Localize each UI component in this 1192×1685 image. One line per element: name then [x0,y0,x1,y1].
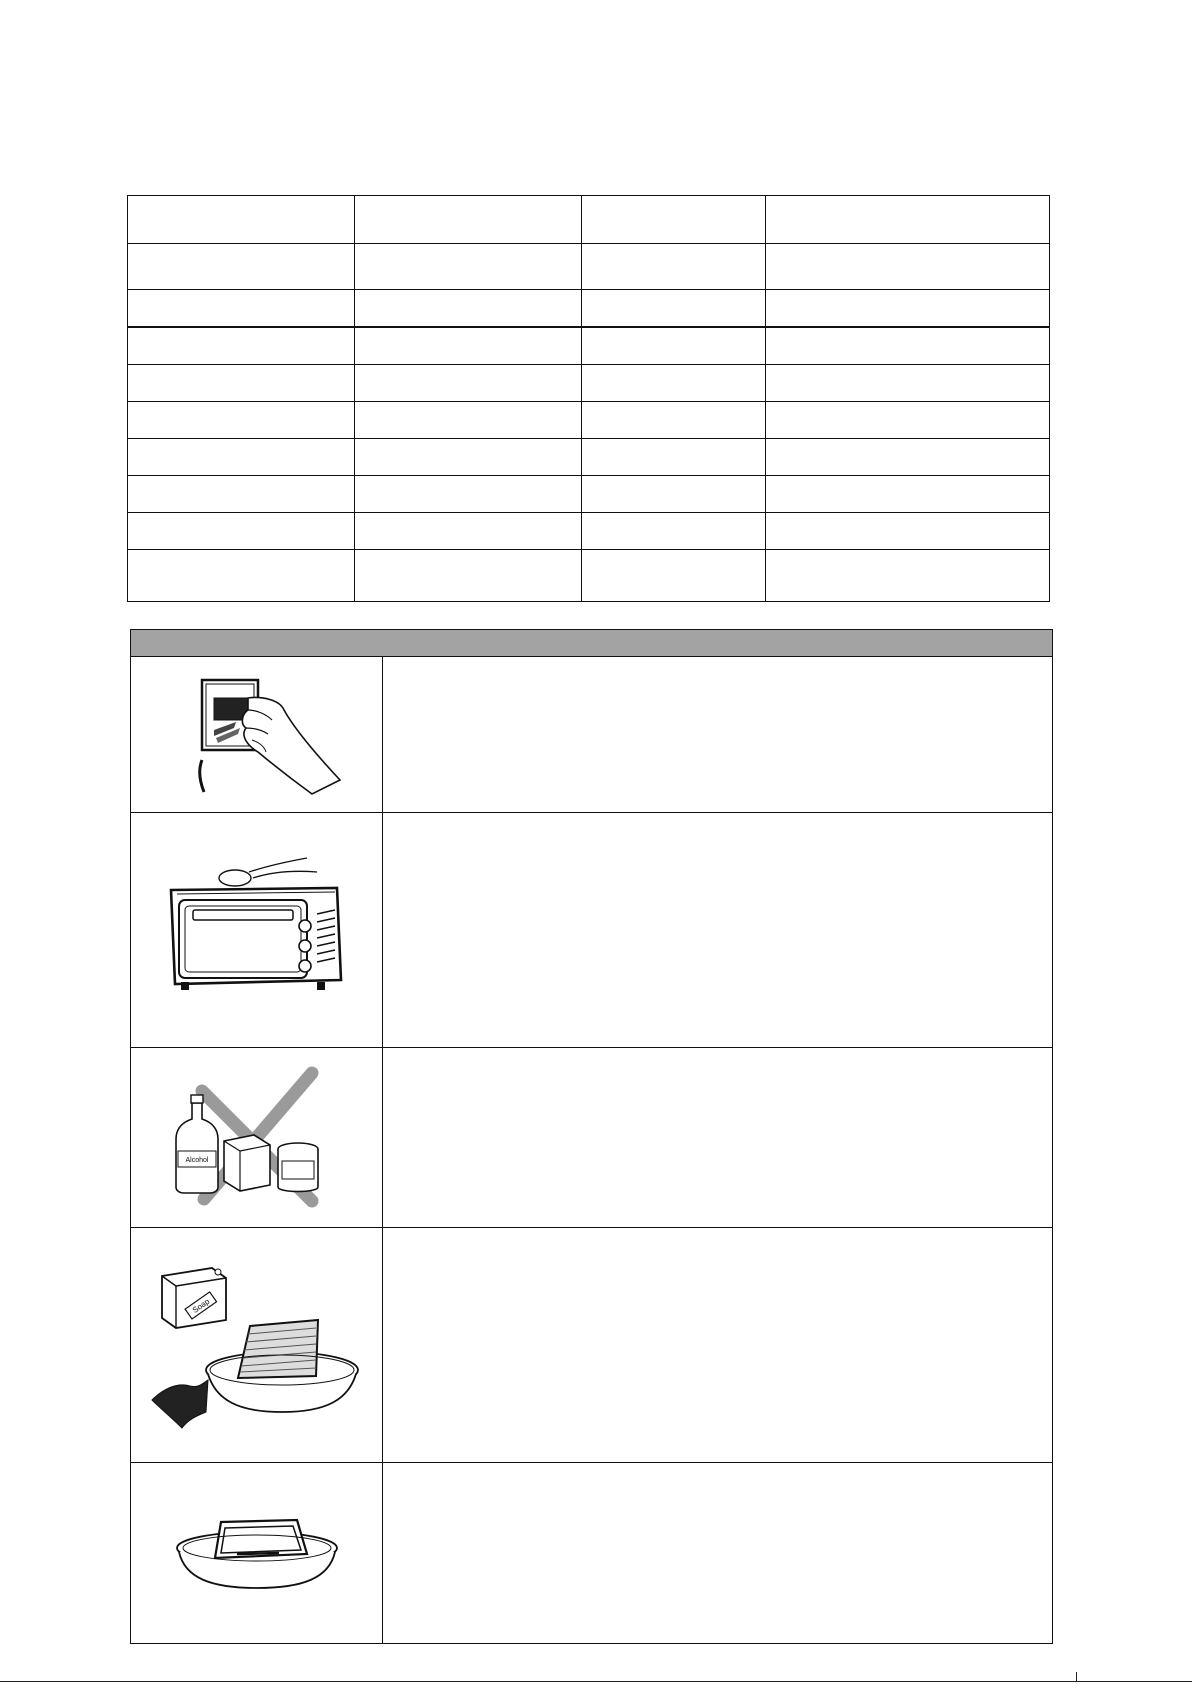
cleaning-step [131,1048,1053,1228]
table-cell [582,402,766,439]
no-abrasive-cleaners-icon [162,1063,352,1213]
table-cell [766,439,1050,476]
step-illustration [131,1228,383,1463]
table-cell [355,327,582,365]
table-row [128,290,1050,328]
wash-tray-icon [167,1498,347,1608]
table-row [128,513,1050,550]
step-description [383,1228,1053,1463]
table-cell [355,439,582,476]
unplug-icon [162,670,352,800]
table-cell [355,513,582,550]
table-cell [355,550,582,602]
step-description [383,1463,1053,1644]
step-illustration [131,1463,383,1644]
table-cell [766,476,1050,513]
table-cell [582,290,766,328]
table-row [128,439,1050,476]
table-cell [355,476,582,513]
table-cell [582,550,766,602]
table-row [128,327,1050,365]
soap-label: Soap [190,1296,211,1315]
table-cell [128,476,355,513]
table-cell [355,244,582,290]
table-cell [766,402,1050,439]
cleaning-step [131,657,1053,813]
cleaning-header-row [131,630,1053,657]
page-bottom-rule [0,1681,1192,1682]
step-description [383,813,1053,1048]
table-row [128,196,1050,244]
table-cell [128,513,355,550]
table-cell [766,327,1050,365]
step-description [383,657,1053,813]
cleaning-step [131,1463,1053,1644]
table-row [128,244,1050,290]
table-cell [766,513,1050,550]
table-cell [128,550,355,602]
table-cell [582,439,766,476]
table-cell [355,290,582,328]
table-cell [582,244,766,290]
table-row [128,550,1050,602]
table-cell [128,196,355,244]
table-cell [766,244,1050,290]
table-row [128,365,1050,402]
table-cell [355,402,582,439]
cleaning-table [130,629,1053,1644]
oven-wipe-icon [157,850,357,1010]
table-cell [355,196,582,244]
wash-rack-icon [142,1250,372,1440]
cleaning-step [131,1228,1053,1463]
page-edge-mark [1076,1672,1077,1682]
table-cell [128,365,355,402]
step-description [383,1048,1053,1228]
cleaning-header [131,630,1053,657]
step-illustration [131,1048,383,1228]
table-cell [582,196,766,244]
table-cell [766,290,1050,328]
table-cell [582,327,766,365]
table-cell [128,327,355,365]
table-cell [355,365,582,402]
table-cell [582,365,766,402]
table-row [128,476,1050,513]
table-cell [128,290,355,328]
table-cell [766,196,1050,244]
table-cell [766,550,1050,602]
table-cell [582,513,766,550]
spec-table [127,195,1050,602]
table-cell [582,476,766,513]
table-row [128,402,1050,439]
cleaning-step [131,813,1053,1048]
bottle-label: Alcohol [185,1156,208,1164]
table-cell [128,244,355,290]
step-illustration [131,657,383,813]
table-cell [128,439,355,476]
step-illustration [131,813,383,1048]
table-cell [128,402,355,439]
table-cell [766,365,1050,402]
